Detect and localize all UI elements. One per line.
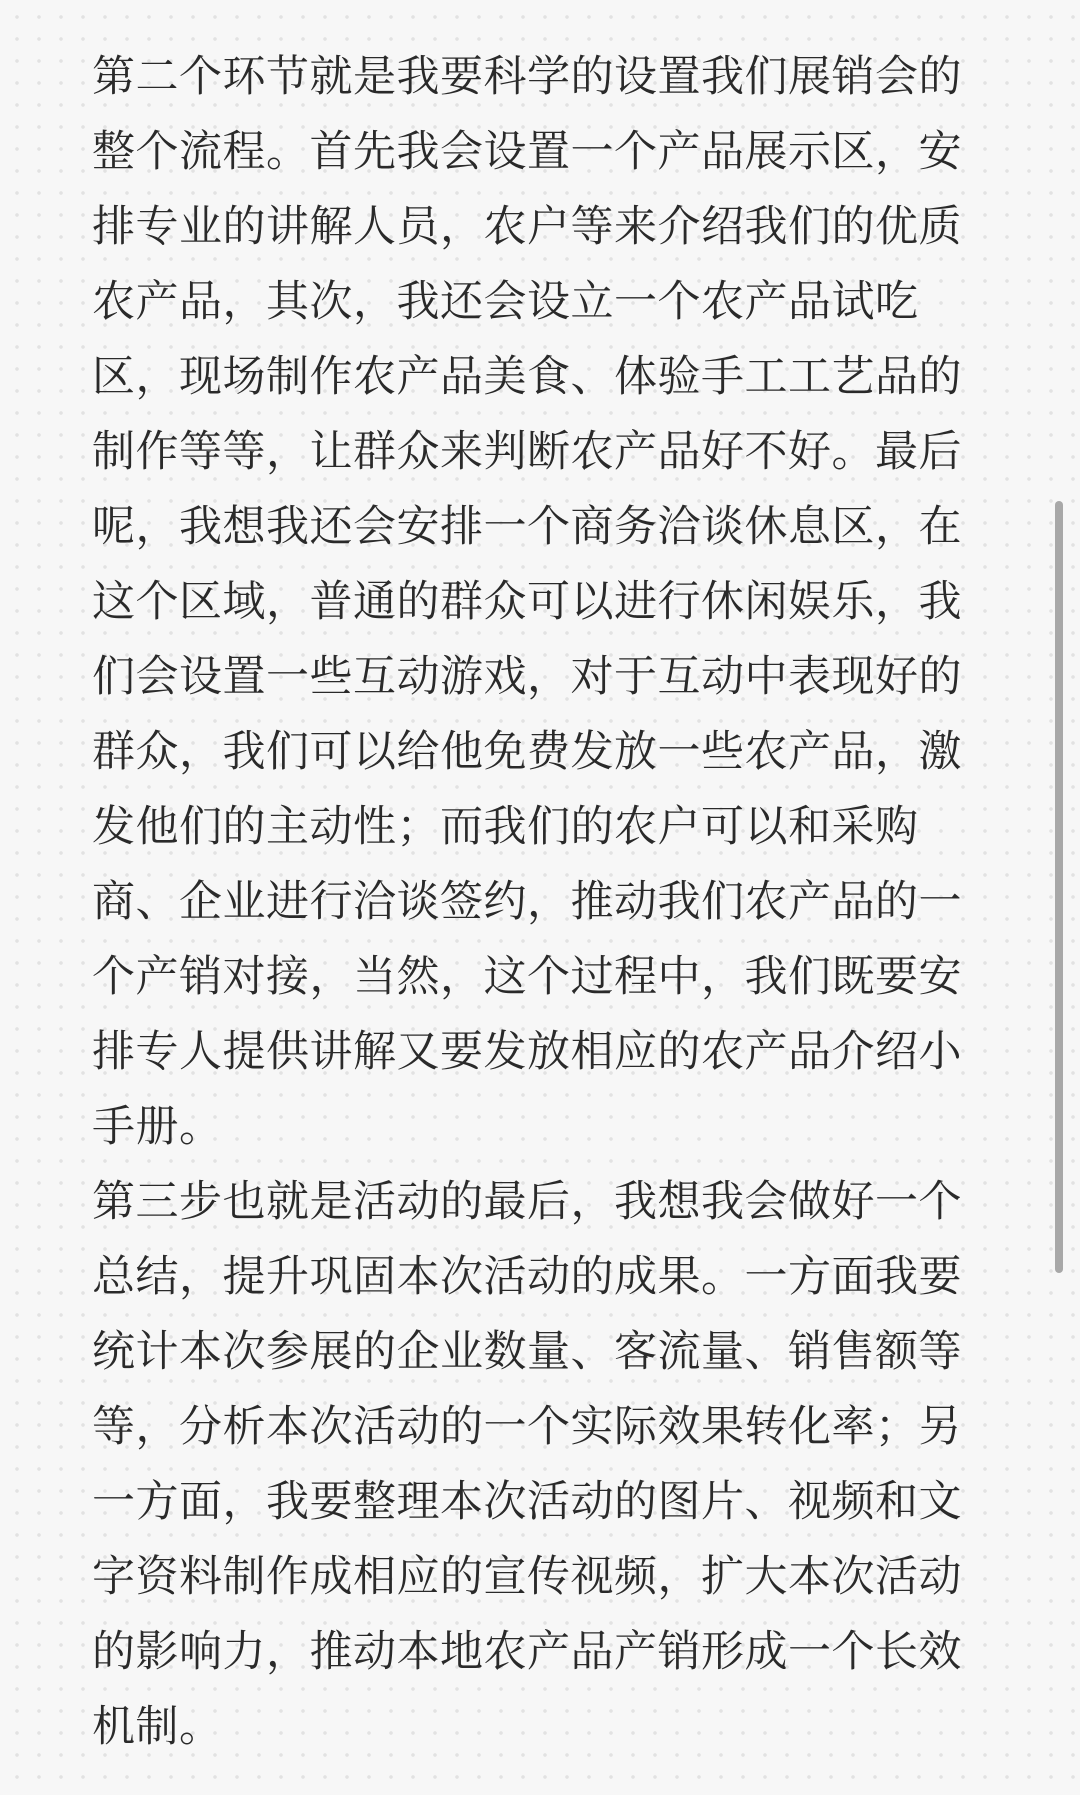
text-line: 发他们的主动性；而我们的农户可以和采购	[92, 802, 919, 852]
text-line: 统计本次参展的企业数量、客流量、销售额等	[92, 1327, 962, 1377]
text-line: 们会设置一些互动游戏，对于互动中表现好的	[92, 652, 962, 702]
paragraph-exhibition-process	[92, 40, 992, 1165]
text-line: 群众，我们可以给他免费发放一些农产品，激	[92, 727, 962, 777]
text-line: 的影响力，推动本地农产品产销形成一个长效	[92, 1627, 962, 1677]
text-line: 区，现场制作农产品美食、体验手工工艺品的	[92, 352, 962, 402]
text-line: 排专业的讲解人员，农户等来介绍我们的优质	[92, 202, 962, 252]
text-line: 总结，提升巩固本次活动的成果。一方面我要	[92, 1252, 962, 1302]
scrollbar-thumb[interactable]	[1055, 501, 1063, 1273]
text-line: 整个流程。首先我会设置一个产品展示区，安	[92, 127, 962, 177]
text-line: 字资料制作成相应的宣传视频，扩大本次活动	[92, 1552, 962, 1602]
text-line: 手册。	[92, 1102, 223, 1152]
text-line: 第三步也就是活动的最后，我想我会做好一个	[92, 1177, 962, 1227]
text-line: 一方面，我要整理本次活动的图片、视频和文	[92, 1477, 962, 1527]
text-line: 农产品，其次，我还会设立一个农产品试吃	[92, 277, 919, 327]
text-line: 第二个环节就是我要科学的设置我们展销会的	[92, 52, 962, 102]
document-body	[92, 40, 992, 1765]
text-line: 呢，我想我还会安排一个商务洽谈休息区，在	[92, 502, 962, 552]
text-line: 个产销对接，当然，这个过程中，我们既要安	[92, 952, 962, 1002]
text-line: 商、企业进行洽谈签约，推动我们农产品的一	[92, 877, 962, 927]
vertical-scrollbar[interactable]	[1052, 0, 1066, 1795]
text-line: 这个区域，普通的群众可以进行休闲娱乐，我	[92, 577, 962, 627]
text-line: 排专人提供讲解又要发放相应的农产品介绍小	[92, 1027, 962, 1077]
text-line: 等，分析本次活动的一个实际效果转化率；另	[92, 1402, 962, 1452]
text-line: 制作等等，让群众来判断农产品好不好。最后	[92, 427, 962, 477]
paragraph-activity-summary	[92, 1165, 992, 1765]
text-line: 机制。	[92, 1702, 223, 1752]
